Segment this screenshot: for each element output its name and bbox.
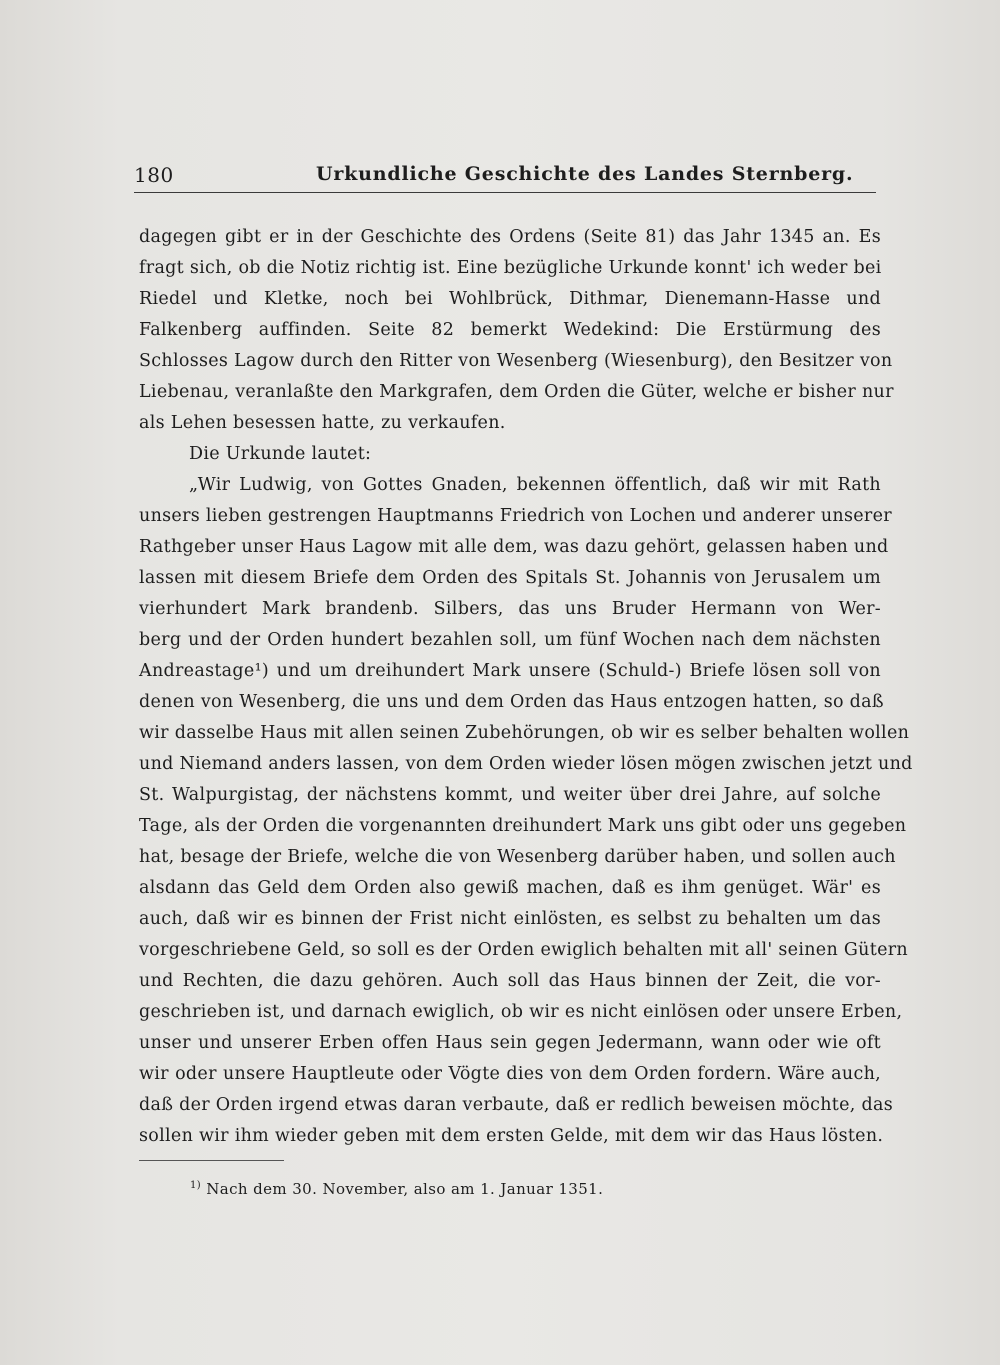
text-line: daß der Orden irgend etwas daran verbaute, daß er redlich beweisen möchte, das	[139, 1095, 893, 1115]
text-line: Riedel und Kletke, noch bei Wohlbrück, Dithmar, Dienemann-Hasse und	[139, 289, 881, 309]
header-rule	[134, 192, 876, 193]
footnote	[190, 1180, 603, 1198]
text-line: Falkenberg auffinden. Seite 82 bemerkt Wedekind: Die Erstürmung des	[139, 320, 881, 340]
text-line: dagegen gibt er in der Geschichte des Ordens (Seite 81) das Jahr 1345 an. Es	[139, 227, 881, 247]
text-line: Schlosses Lagow durch den Ritter von Wesenberg (Wiesenburg), den Besitzer von	[139, 351, 893, 371]
running-title: Urkundliche Geschichte des Landes Sternberg.	[316, 163, 854, 185]
text-line: wir dasselbe Haus mit allen seinen Zubehörungen, ob wir es selber behalten wollen	[139, 723, 910, 743]
text-line: und Rechten, die dazu gehören. Auch soll das Haus binnen der Zeit, die vor-	[139, 971, 881, 991]
text-line: denen von Wesenberg, die uns und dem Orden das Haus entzogen hatten, so daß	[139, 692, 884, 712]
text-line: und Niemand anders lassen, von dem Orden wieder lösen mögen zwischen jetzt und	[139, 754, 913, 774]
text-line: Die Urkunde lautet:	[189, 444, 372, 464]
text-line: auch, daß wir es binnen der Frist nicht einlösten, es selbst zu behalten um das	[139, 909, 881, 929]
text-line: wir oder unsere Hauptleute oder Vögte dies von dem Orden fordern. Wäre auch,	[139, 1064, 881, 1084]
text-line: hat, besage der Briefe, welche die von Wesenberg darüber haben, und sollen auch	[139, 847, 896, 867]
footnote-rule	[139, 1160, 284, 1161]
footnote-text: Nach dem 30. November, also am 1. Januar 1351.	[206, 1180, 604, 1198]
text-line: Andreastage¹) und um dreihundert Mark unsere (Schuld-) Briefe lösen soll von	[139, 661, 881, 681]
text-line: sollen wir ihm wieder geben mit dem ersten Gelde, mit dem wir das Haus lösten.	[139, 1126, 884, 1146]
text-line: Liebenau, veranlaßte den Markgrafen, dem Orden die Güter, welche er bisher nur	[139, 382, 894, 402]
page-header	[134, 163, 876, 193]
text-line: lassen mit diesem Briefe dem Orden des Spitals St. Johannis von Jerusalem um	[139, 568, 881, 588]
text-line: als Lehen besessen hatte, zu verkaufen.	[139, 413, 506, 433]
text-line: „Wir Ludwig, von Gottes Gnaden, bekennen öffentlich, daß wir mit Rath	[189, 475, 881, 495]
page-number: 180	[134, 163, 174, 187]
text-line: St. Walpurgistag, der nächstens kommt, und weiter über drei Jahre, auf solche	[139, 785, 881, 805]
text-line: alsdann das Geld dem Orden also gewiß machen, daß es ihm genüget. Wär' es	[139, 878, 881, 898]
text-line: unser und unserer Erben offen Haus sein gegen Jedermann, wann oder wie oft	[139, 1033, 881, 1053]
text-line: Tage, als der Orden die vorgenannten dreihundert Mark uns gibt oder uns gegeben	[139, 816, 907, 836]
text-line: vierhundert Mark brandenb. Silbers, das uns Bruder Hermann von Wer-	[139, 599, 881, 619]
body-text	[139, 222, 913, 1152]
footnote-mark: 1)	[190, 1180, 202, 1191]
text-line: geschrieben ist, und darnach ewiglich, ob wir es nicht einlösen oder unsere Erben,	[139, 1002, 903, 1022]
text-line: fragt sich, ob die Notiz richtig ist. Eine bezügliche Urkunde konnt' ich weder bei	[139, 258, 882, 278]
text-line: unsers lieben gestrengen Hauptmanns Friedrich von Lochen und anderer unserer	[139, 506, 892, 526]
text-line: vorgeschriebene Geld, so soll es der Orden ewiglich behalten mit all' seinen Gütern	[139, 940, 908, 960]
text-line: Rathgeber unser Haus Lagow mit alle dem, was dazu gehört, gelassen haben und	[139, 537, 889, 557]
text-line: berg und der Orden hundert bezahlen soll, um fünf Wochen nach dem nächsten	[139, 630, 881, 650]
